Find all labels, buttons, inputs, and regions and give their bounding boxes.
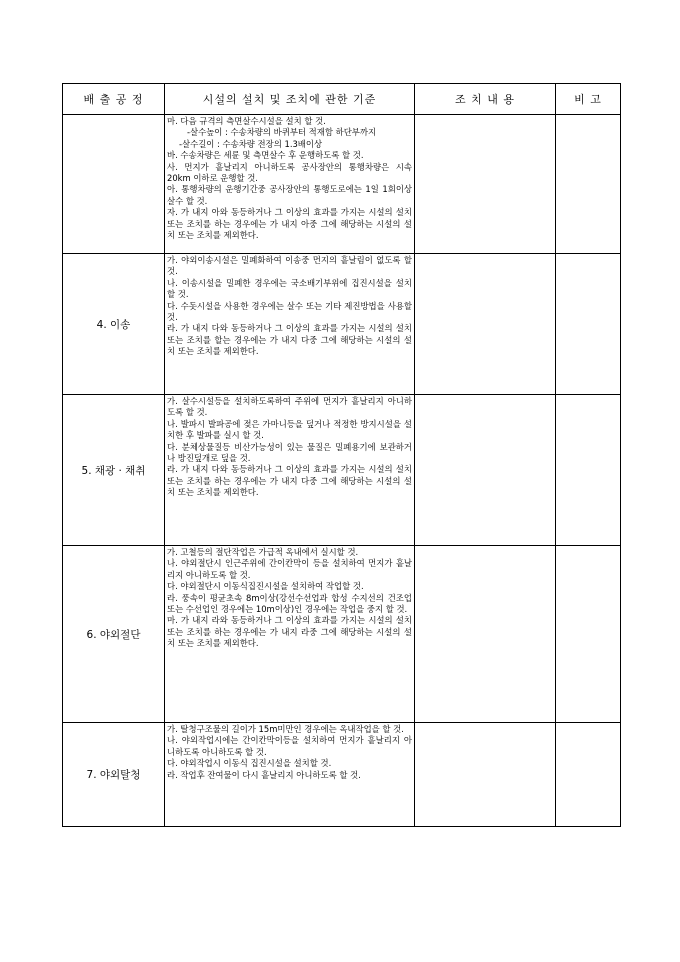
criteria-cell	[165, 254, 415, 395]
action-cell[interactable]	[415, 395, 556, 546]
criteria-item: 라. 풍속이 평균초속 8m이상(강선수선업과 합성 수지선의 건조업 또는 수선업인 경우에는 10m이상)인 경우에는 작업을 중지 할 것.	[167, 592, 412, 615]
criteria-item: 나. 야외작업시에는 간이칸막이등을 설치하여 먼지가 흩날리지 아니하도록 아니하도록 할 것.	[167, 735, 412, 757]
header-process: 배 출 공 정	[63, 84, 165, 115]
criteria-item: 라. 가 내지 다와 동등하거나 그 이상의 효과를 가지는 시설의 설치 또는 조치를 할는 경우에는 가 내지 다중 그에 해당하는 시설의 설치 또는 조치를 제외한다.	[167, 323, 412, 357]
criteria-item: 라. 가 내지 다와 동등하거나 그 이상의 효과를 가지는 시설의 설치 또는 조치를 하는 경우에는 가 내지 다중 그에 해당하는 시설의 설치 또는 조치를 제외한다.	[167, 464, 412, 498]
criteria-item: 가. 탈청구조물의 길이가 15m미만인 경우에는 옥내작업을 할 것.	[167, 724, 404, 734]
process-name: 5. 채광 · 채취	[63, 395, 165, 546]
criteria-item: 다. 분체상물질등 비산가능성이 있는 물질은 밀폐용기에 보관하거나 방진덮개로 덮을 것.	[167, 441, 412, 464]
criteria-item: 가. 고철등의 절단작업은 가급적 옥내에서 실시할 것.	[167, 547, 359, 557]
criteria-item: 나. 이송시설을 밀폐한 경우에는 국소배기부위에 집진시설을 설치할 것.	[167, 277, 412, 300]
header-remark: 비 고	[556, 84, 621, 115]
criteria-item: 나. 발파시 발파공에 젖은 가마니등을 덮거나 적정한 방지시설을 설치한 후 발파를 실시 할 것.	[167, 418, 412, 441]
criteria-item: 다. 수돗시설을 사용한 경우에는 살수 또는 기타 제진방법을 사용할 것.	[167, 300, 412, 323]
action-cell[interactable]	[415, 115, 556, 254]
criteria-cell	[165, 723, 415, 827]
action-cell[interactable]	[415, 546, 556, 723]
criteria-cell	[165, 395, 415, 546]
criteria-item: 다. 야외작업시 이동식 집진시설을 설치할 것.	[167, 758, 332, 769]
table-row	[63, 115, 621, 254]
action-cell[interactable]	[415, 254, 556, 395]
criteria-item: 라. 작업후 잔여물이 다시 흩날리지 아니하도록 할 것.	[167, 769, 361, 780]
process-name: 7. 야외탈청	[63, 723, 165, 827]
criteria-item: 다. 야외절단시 이동식집진시설을 설치하여 작업할 것.	[167, 581, 364, 592]
criteria-subitem: -살수높이 : 수송차량의 바퀴부터 적재함 하단부까지	[187, 127, 377, 138]
action-cell[interactable]	[415, 723, 556, 827]
process-name: 6. 야외절단	[63, 546, 165, 723]
header-action: 조 치 내 용	[415, 84, 556, 115]
criteria-cell	[165, 115, 415, 254]
process-name: 4. 이송	[63, 254, 165, 395]
criteria-item: 가. 야외이송시설은 밀폐화하여 이송중 먼지의 흩날림이 없도록 할 것.	[167, 255, 412, 277]
criteria-item: 자. 가 내지 아와 동등하거나 그 이상의 효과를 가지는 시설의 설치 또는 조치를 하는 경우에는 가 내지 아중 그에 해당하는 시설의 설치 또는 조치를 제외한다.	[167, 207, 412, 241]
criteria-item: 바. 수송차량은 세륜 및 측면살수 후 운행하도록 할 것.	[167, 150, 364, 161]
table-body	[63, 115, 621, 827]
table-row	[63, 546, 621, 723]
criteria-item: 사. 먼지가 흩날리지 아니하도록 공사장안의 통행차량은 시속 20km 이하로 운행할 것.	[167, 161, 412, 184]
header-row	[63, 84, 621, 115]
remark-cell[interactable]	[556, 254, 621, 395]
criteria-subitem: -살수길이 : 수송차량 전장의 1.3배이상	[179, 138, 323, 149]
remark-cell[interactable]	[556, 395, 621, 546]
remark-cell[interactable]	[556, 546, 621, 723]
criteria-item: 마. 가 내지 라와 동등하거나 그 이상의 효과를 가지는 시설의 설치 또는 조치를 하는 경우에는 가 내지 라중 그에 해당하는 시설의 설치 또는 조치를 제외한다.	[167, 615, 412, 649]
table-row	[63, 723, 621, 827]
criteria-cell	[165, 546, 415, 723]
criteria-item: 아. 통행차량의 운행기간중 공사장안의 통행도로에는 1일 1회이상 살수 할 것.	[167, 184, 412, 206]
table-row	[63, 254, 621, 395]
header-criteria: 시설의 설치 및 조치에 관한 기준	[165, 84, 415, 115]
process-name	[63, 115, 165, 254]
remark-cell[interactable]	[556, 723, 621, 827]
table-row	[63, 395, 621, 546]
criteria-item: 나. 야외절단시 인근주위에 간이칸막이 등을 설치하여 먼지가 흩날리지 아니하도록 할 것.	[167, 558, 412, 580]
remark-cell[interactable]	[556, 115, 621, 254]
criteria-item: 마. 다음 규격의 측면살수시설을 설치 할 것.	[167, 116, 326, 126]
standards-table	[62, 83, 621, 827]
criteria-item: 가. 살수시설등을 설치하도록하여 주위에 먼지가 흩날리지 아니하도록 할 것.	[167, 396, 412, 418]
